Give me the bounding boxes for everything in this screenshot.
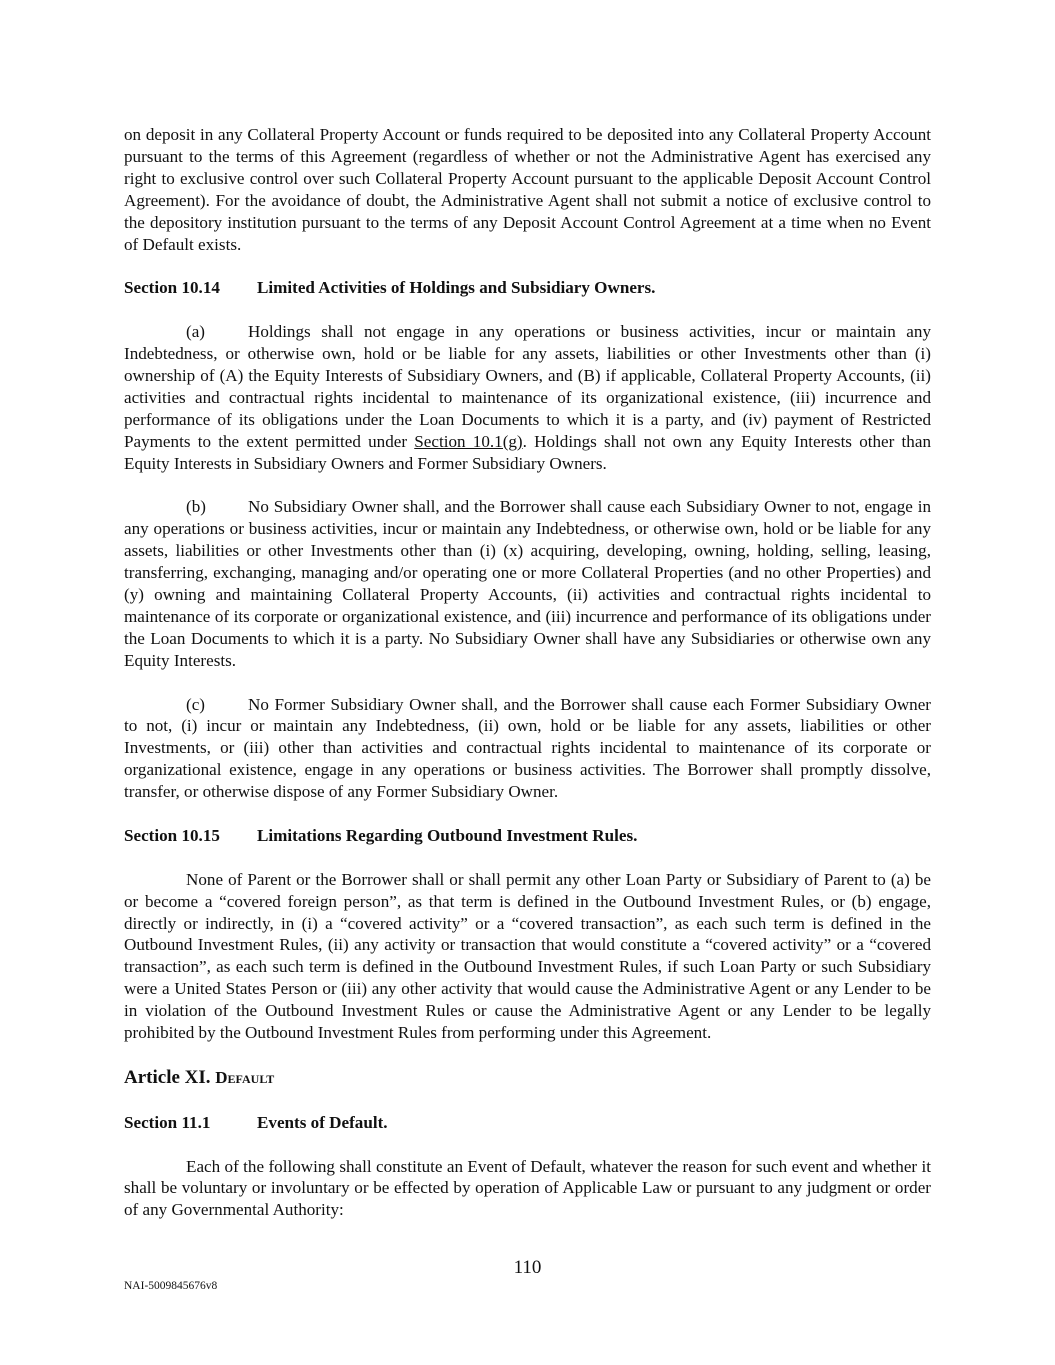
- section-title: Limited Activities of Holdings and Subsidiary Owners.: [257, 278, 656, 298]
- clause-text: Holdings shall not engage in any operations or business activities, incur or maintain any Indebtedness, or otherwise own, hold or be liable for any assets, liabilities or other Investments other than (i) ownership of (A) the Equity Interests of Subsidiary Owners, and (B) if applicable, Collateral Property Accounts, (ii) activities and contractual rights incidental to maintenance of its organizational existence, (iii) incurrence and performance of its obligations under the Loan Documents to which it is a party, and (iv) payment of Restricted Payments to the extent permitted under: [124, 322, 931, 451]
- section-10-14-heading: [124, 277, 931, 299]
- section-11-1-paragraph: Each of the following shall constitute an Event of Default, whatever the reason for such event and whether it shall be voluntary or involuntary or be effected by operation of Applicable Law or pursuant to any judgment or order of any Governmental Authority:: [124, 1156, 931, 1220]
- article-title: Default: [215, 1067, 275, 1087]
- clause-text-continued: . Holdings shall not own any Equity Interests other than Equity Interests in Subsidiary Owners and Former Subsidiary Owners.: [124, 431, 931, 473]
- section-11-1-heading: [124, 1112, 931, 1134]
- article-xi-heading: [124, 1066, 931, 1090]
- section-10-14-clause-b: [124, 496, 931, 671]
- section-number: Section 10.15: [124, 825, 220, 845]
- section-title: Limitations Regarding Outbound Investment Rules.: [257, 825, 638, 845]
- section-number: Section 10.14: [124, 278, 220, 298]
- clause-label: (a): [186, 322, 205, 342]
- section-10-15-paragraph: None of Parent or the Borrower shall or shall permit any other Loan Party or Subsidiary of Parent to (a) be or become a “covered foreign person”, as that term is defined in the Outbound Investment Rules, or (b) engage, directly or indirectly, in (i) a “covered activity” or a “covered transaction”, as each such term is defined in the Outbound Investment Rules, (ii) any activity or transaction that would constitute a “covered activity” or a “covered transaction”, as each such term is defined in the Outbound Investment Rules, if such Loan Party or such Subsidiary were a United States Person or (iii) any other activity that would cause the Administrative Agent or any Lender to be in violation of the Outbound Investment Rules or cause the Administrative Agent or any Lender to be legally prohibited by the Outbound Investment Rules from performing under this Agreement.: [124, 869, 931, 1043]
- section-number: Section 11.1: [124, 1112, 211, 1132]
- section-title: Events of Default.: [257, 1112, 388, 1132]
- article-label: Article XI.: [124, 1066, 211, 1088]
- section-10-15-heading: [124, 825, 931, 847]
- section-10-14-clause-c: [124, 694, 931, 804]
- continuation-paragraph: on deposit in any Collateral Property Account or funds required to be deposited into any Collateral Property Account pursuant to the terms of this Agreement (regardless of whether or not the Administrative Agent has exercised any right to exclusive control over such Collateral Property Account pursuant to the applicable Deposit Account Control Agreement). For the avoidance of doubt, the Administrative Agent shall not submit a notice of exclusive control to the depository institution pursuant to the terms of any Deposit Account Control Agreement at a time when no Event of Default exists.: [124, 125, 931, 254]
- clause-label: (c): [186, 694, 205, 714]
- document-page: [124, 124, 931, 1243]
- clause-text: No Former Subsidiary Owner shall, and the Borrower shall cause each Former Subsidiary Owner to not, (i) incur or maintain any Indebtedness, (ii) own, hold or be liable for any assets, liabilities or other Investments, or (iii) other than activities and contractual rights incidental to maintenance of its corporate or organizational existence, engage in any operations or business activities. The Borrower shall promptly dissolve, transfer, or otherwise dispose of any Former Subsidiary Owner.: [124, 694, 931, 802]
- section-10-14-clause-a: [124, 321, 931, 474]
- clause-label: (b): [186, 497, 206, 517]
- document-id: NAI-5009845676v8: [124, 1280, 218, 1292]
- cross-reference-link[interactable]: Section 10.1(g): [414, 431, 523, 451]
- page-number: 110: [513, 1257, 542, 1278]
- clause-text: No Subsidiary Owner shall, and the Borrower shall cause each Subsidiary Owner to not, engage in any operations or business activities, incur or maintain any Indebtedness, or otherwise own, hold or be liable for any assets, liabilities or other Investments other than (i) (x) acquiring, developing, owning, holding, selling, leasing, transferring, exchanging, managing and/or operating one or more Collateral Properties (and no other Properties) and (y) owning and maintaining Collateral Property Accounts, (ii) activities and contractual rights incidental to maintenance of its corporate or organizational existence, and (iii) incurrence and performance of its obligations under the Loan Documents to which it is a party. No Subsidiary Owner shall have any Subsidiaries or otherwise own any Equity Interests.: [124, 497, 931, 670]
